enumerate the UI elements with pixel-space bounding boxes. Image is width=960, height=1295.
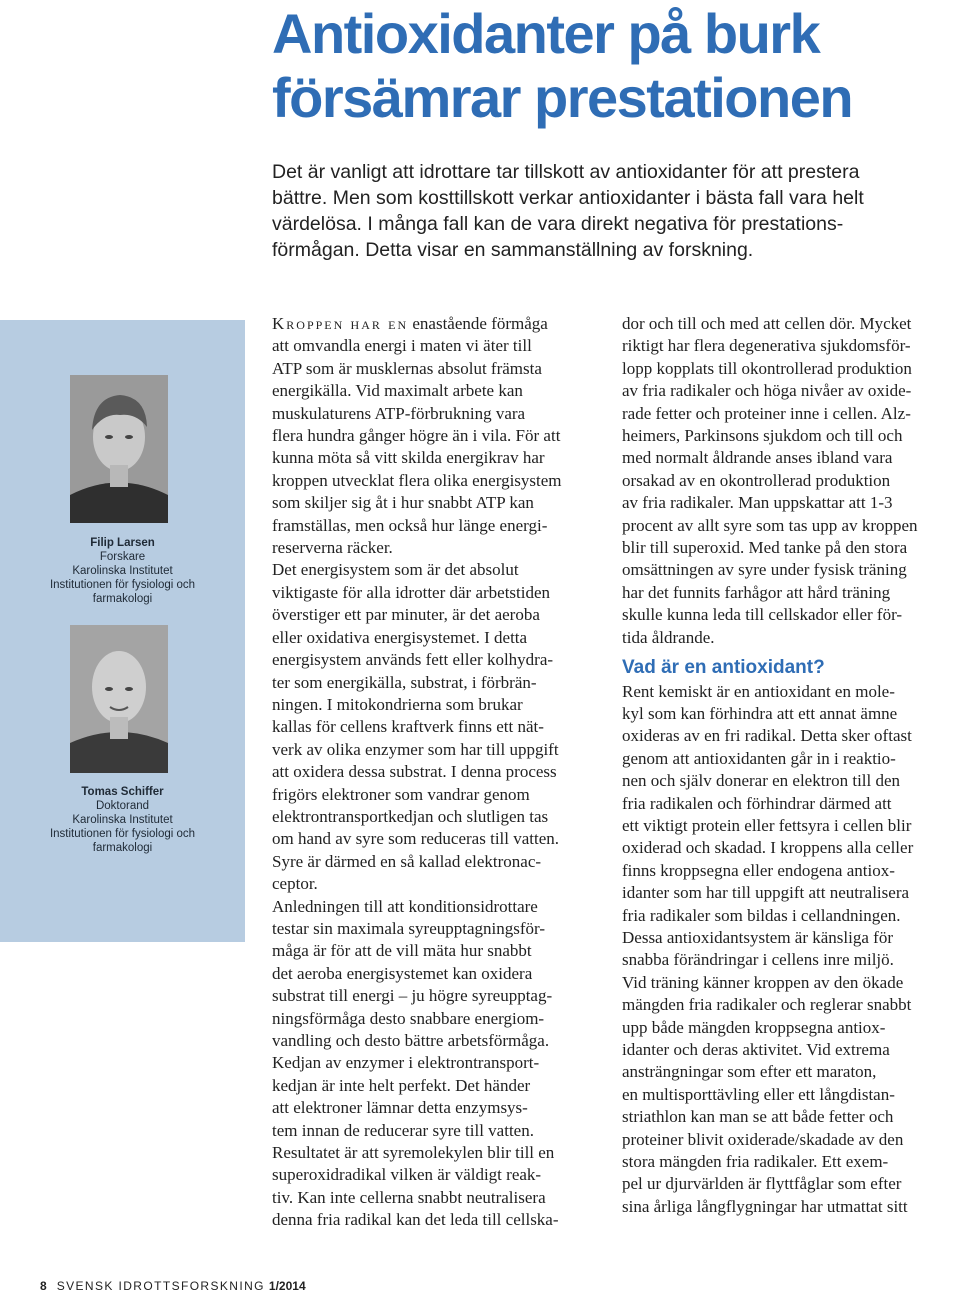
body-line: finns kroppsegna eller endogena antiox- xyxy=(622,860,895,880)
body-line: kyl som kan förhindra att ett annat ämne xyxy=(622,703,898,723)
body-line: att omvandla energi i maten vi äter till xyxy=(272,336,532,356)
body-line: skulle kunna leda till cellskador eller för- xyxy=(622,605,903,625)
body-line: stora mängden fria radikaler. Ett exem- xyxy=(622,1152,889,1172)
body-line: sina årliga långflygningar har utmattat sitt xyxy=(622,1196,908,1216)
body-line: Resultatet är att syremolekylen blir till en xyxy=(272,1143,555,1163)
body-line: elektrontransportkedjan och slutligen tas xyxy=(272,806,549,826)
body-line: tiv. Kan inte cellerna snabbt neutralisera xyxy=(272,1187,546,1207)
body-line: snabba förändringar i cellens inre miljö. xyxy=(622,950,894,970)
body-line: idanter som har till uppgift att neutralisera xyxy=(622,883,910,903)
body-line: kroppen utvecklat flera olika energisystem xyxy=(272,470,562,490)
body-line: denna fria radikal kan det leda till cellska- xyxy=(272,1210,559,1230)
body-line: att elektroner lämnar detta enzymsys- xyxy=(272,1098,528,1118)
body-line: fria radikalen och förhindrar därmed att xyxy=(622,793,892,813)
body-line: kallas för cellens kraftverk finns ett nät- xyxy=(272,717,544,737)
body-line: pel ur djurvärlden är flyttfåglar som efter xyxy=(622,1174,902,1194)
body-line: omsättningen av syre under fysisk träning xyxy=(622,560,907,580)
body-line: Anledningen till att konditionsidrottare xyxy=(272,896,538,916)
author-name: Filip Larsen xyxy=(90,537,155,549)
title-line: försämrar prestationen xyxy=(272,66,853,129)
lead-line: värdelösa. I många fall kan de vara direkt negativa för prestations- xyxy=(272,213,844,235)
body-line: Syre är därmed en så kallad elektronac- xyxy=(272,851,542,871)
body-line-first xyxy=(272,313,617,335)
body-line: framställas, men också hur länge energi- xyxy=(272,515,548,535)
lead-paragraph xyxy=(272,159,960,263)
body-line: heimers, Parkinsons sjukdom och till och xyxy=(622,426,903,446)
body-lines xyxy=(272,335,617,1231)
body-line: ansträngningar som efter ett maraton, xyxy=(622,1062,877,1082)
body-line: en multisporttävling eller ett långdistan- xyxy=(622,1084,895,1104)
page-footer xyxy=(40,1279,306,1293)
body-line: flera hundra gånger högre än i vila. För att xyxy=(272,426,561,446)
body-lines xyxy=(622,313,960,649)
body-line: testar sin maximala syreupptagningsför- xyxy=(272,918,546,938)
lead-line: förmågan. Detta visar en sammanställning av forskning. xyxy=(272,239,754,261)
body-line: nen och själv donerar en elektron till den xyxy=(622,771,901,791)
article-title xyxy=(272,2,952,130)
author-caption-2 xyxy=(0,785,245,855)
body-line: mängden fria radikaler och reglerar snabbt xyxy=(622,995,912,1015)
body-line: riktigt har flera degenerativa sjukdomsför- xyxy=(622,336,911,356)
page-number: 8 xyxy=(40,1279,47,1293)
body-line: med normalt åldrande anses ibland vara xyxy=(622,448,893,468)
body-line: energisystem används fett eller kolhydra- xyxy=(272,650,554,670)
body-line: enastående förmåga xyxy=(408,314,548,333)
subheading: Vad är en antioxidant? xyxy=(622,657,825,679)
body-line: av fria radikaler och höga nivåer av oxide- xyxy=(622,381,912,401)
body-line: dor och till och med att cellen dör. Mycket xyxy=(622,314,912,333)
body-line: rade fetter och proteiner inne i cellen. Alz- xyxy=(622,403,911,423)
body-line: vandling och desto bättre arbetsförmåga. xyxy=(272,1031,550,1050)
body-line: substrat till energi – ju högre syreupptag- xyxy=(272,986,553,1006)
body-line: superoxidradikal vilken är väldigt reak- xyxy=(272,1165,542,1185)
author-dept: Institutionen för fysiologi och xyxy=(49,579,196,591)
body-line: ATP som är musklernas absolut främsta xyxy=(272,358,542,378)
body-line: viktigaste för alla idrotter där arbetstiden xyxy=(272,582,551,602)
dropcap-text: Kroppen har en xyxy=(272,314,409,333)
body-line: proteiner blivit oxiderade/skadade av den xyxy=(622,1129,904,1149)
body-line: ningsförmåga desto snabbare energiom- xyxy=(272,1008,545,1028)
body-line: tem innan de reducerar syre till vatten. xyxy=(272,1120,534,1140)
body-line: oxiderad och skadad. I kroppens alla celler xyxy=(622,838,914,858)
author-photo-tomas-schiffer xyxy=(70,625,168,773)
body-line: blir till superoxid. Med tanke på den stora xyxy=(622,538,908,558)
body-line: har det funnits farhågor att hård träning xyxy=(622,582,891,602)
body-line: det aeroba energisystemet kan oxidera xyxy=(272,963,533,983)
publication-name: SVENSK IDROTTSFORSKNING xyxy=(56,1279,265,1293)
body-lines xyxy=(622,681,960,1219)
author-dept: farmakologi xyxy=(92,593,153,605)
lead-line: Det är vanligt att idrottare tar tillskott av antioxidanter för att prestera xyxy=(272,161,860,183)
body-line: att oxidera dessa substrat. I denna process xyxy=(272,762,557,782)
author-photo-filip-larsen xyxy=(70,375,168,523)
body-line: Dessa antioxidantsystem är känsliga för xyxy=(622,927,893,947)
body-line: ett viktigt protein eller fettsyra i cellen blir xyxy=(622,815,912,835)
body-line: eller oxidativa energisystemet. I detta xyxy=(272,627,528,647)
body-line: energikälla. Vid maximalt arbete kan xyxy=(272,381,523,401)
body-line: som skiljer sig åt i hur snabbt ATP kan xyxy=(272,493,534,513)
body-line: måga är för att de vill mäta hur snabbt xyxy=(272,941,532,961)
author-role: Forskare xyxy=(99,551,146,563)
body-column-1 xyxy=(272,313,617,1232)
body-line: genom att antioxidanten går in i reaktio- xyxy=(622,748,896,768)
author-name: Tomas Schiffer xyxy=(81,786,164,798)
author-org: Karolinska Institutet xyxy=(72,814,173,826)
author-org: Karolinska Institutet xyxy=(72,565,173,577)
body-line: oxideras av en fri radikal. Detta sker oftast xyxy=(622,726,912,746)
body-line: muskulaturens ATP-förbrukning vara xyxy=(272,403,526,423)
body-line: orsakad av en okontrollerad produktion xyxy=(622,470,891,490)
lead-line: bättre. Men som kosttillskott verkar antioxidanter i bästa fall vara helt xyxy=(272,187,864,209)
body-line: verk av olika enzymer som har till uppgift xyxy=(272,739,559,759)
body-line: tida åldrande. xyxy=(622,627,715,647)
author-dept: Institutionen för fysiologi och xyxy=(49,828,196,840)
body-line: ningen. I mitokondrierna som brukar xyxy=(272,694,523,714)
author-caption-1 xyxy=(0,536,245,606)
body-line: upp både mängden kroppsegna antiox- xyxy=(622,1017,886,1037)
body-line: kedjan är inte helt perfekt. Det händer xyxy=(272,1075,531,1095)
body-column-2 xyxy=(622,313,960,1218)
title-line: Antioxidanter på burk xyxy=(272,2,820,65)
body-line: överstiger ett par minuter, är det aeroba xyxy=(272,605,540,625)
body-line: Rent kemiskt är en antioxidant en mole- xyxy=(622,681,895,701)
body-line: lopp kopplats till okontrollerad produktion xyxy=(622,358,912,378)
author-dept: farmakologi xyxy=(92,842,153,854)
issue-number: 1/2014 xyxy=(268,1279,306,1293)
body-line: Kedjan av enzymer i elektrontransport- xyxy=(272,1053,540,1073)
body-line: idanter och deras aktivitet. Vid extrema xyxy=(622,1040,890,1059)
body-line: Vid träning känner kroppen av den ökade xyxy=(622,972,904,992)
body-line: kunna möta så vitt skilda energikrav har xyxy=(272,448,545,468)
body-line: Det energisystem som är det absolut xyxy=(272,560,519,580)
body-line: fria radikaler som bildas i cellandningen. xyxy=(622,905,901,925)
body-line: frigörs elektroner som vandrar genom xyxy=(272,784,530,804)
author-role: Doktorand xyxy=(95,800,150,812)
body-line: ceptor. xyxy=(272,874,318,894)
body-line: ter som energikälla, substrat, i förbrän- xyxy=(272,672,537,692)
author-sidebar xyxy=(0,320,245,942)
body-line: striathlon kan man se att både fetter och xyxy=(622,1107,894,1127)
body-line: om hand av syre som reduceras till vatten. xyxy=(272,829,560,849)
body-line: procent av allt syre som tas upp av kroppen xyxy=(622,515,918,535)
body-line: reserverna räcker. xyxy=(272,538,393,558)
body-line: av fria radikaler. Man uppskattar att 1-3 xyxy=(622,493,893,513)
